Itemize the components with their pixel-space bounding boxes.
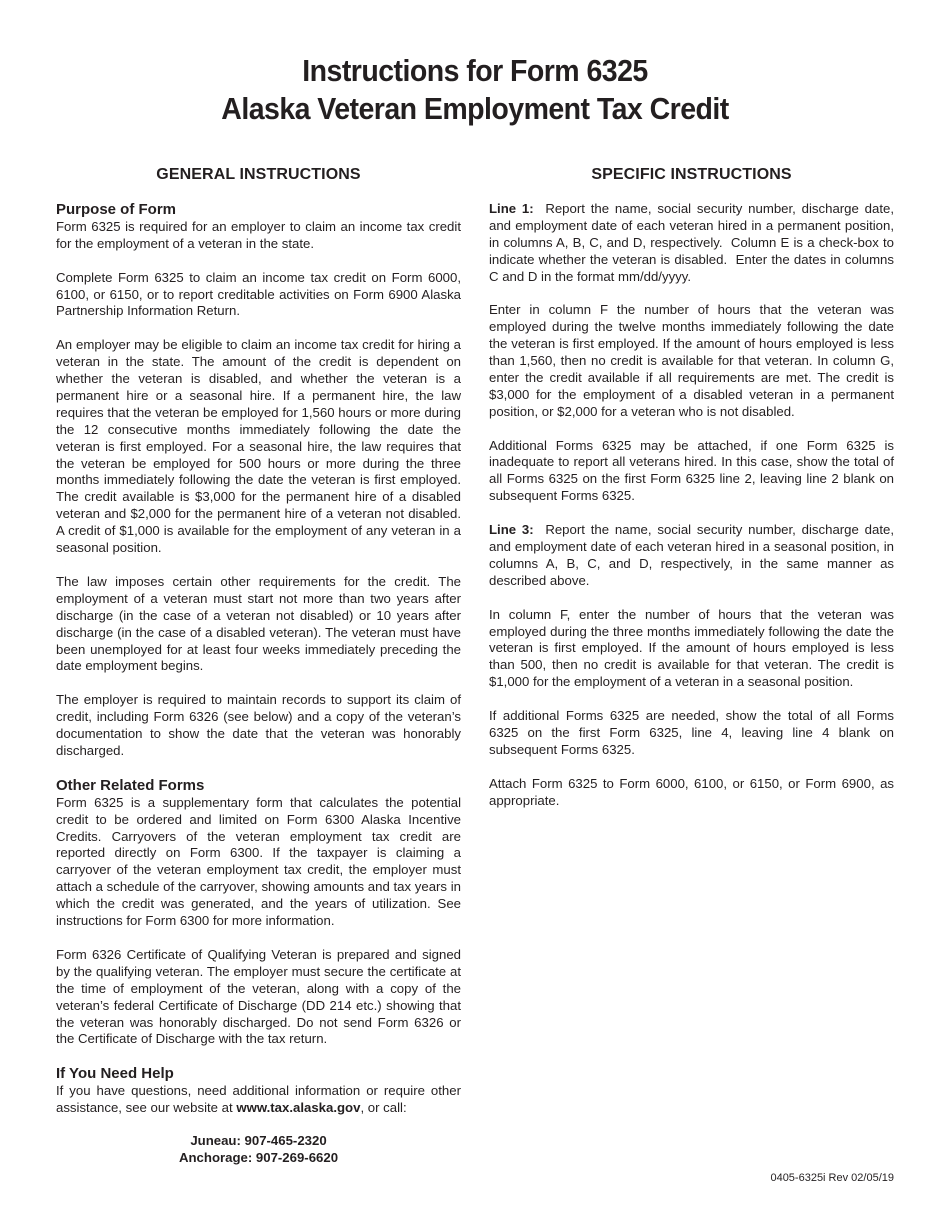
- website-link[interactable]: www.tax.alaska.gov: [236, 1100, 361, 1116]
- title-line-2: Alaska Veteran Employment Tax Credit: [221, 91, 729, 126]
- specific-paragraph-6: If additional Forms 6325 are needed, show the total of all Forms 6325 on the first Form 6325, line 4, leaving line 4 blank on subsequent Forms 6325.: [489, 708, 894, 757]
- specific-instructions-column: [489, 166, 898, 826]
- related-forms-paragraph-2: Form 6326 Certificate of Qualifying Veteran is prepared and signed by the qualifying veteran. The employer must secure the certificate at the time of employment of the veteran, along with a copy of the veteran’s federal Certificate of Discharge (DD 214 etc.) showing that the veteran was honorably discharged. Do not send Form 6326 or the Certificate of Discharge with the tax return.: [56, 946, 461, 1047]
- purpose-paragraph-2: Complete Form 6325 to claim an income tax credit on Form 6000, 6100, or 6150, or to report creditable activities on Form 6900 Alaska Partnership Information Return.: [56, 269, 461, 319]
- purpose-paragraph-1: Form 6325 is required for an employer to claim an income tax credit for the employment of a veteran in the state.: [56, 218, 461, 251]
- line-1-label: Line 1:: [489, 200, 534, 216]
- phone-anchorage: Anchorage: 907-269-6620: [178, 1149, 339, 1165]
- line-1-paragraph: [489, 200, 898, 286]
- page-title: [38, 52, 912, 128]
- help-heading: If You Need Help: [56, 1065, 174, 1083]
- specific-paragraph-7: Attach Form 6325 to Form 6000, 6100, or 6150, or Form 6900, as appropriate.: [489, 775, 894, 808]
- line-3-paragraph: [489, 522, 898, 590]
- phone-juneau: Juneau: 907-465-2320: [190, 1133, 327, 1149]
- related-forms-paragraph-1: Form 6325 is a supplementary form that calculates the potential credit to be ordered and limited on Form 6300 Alaska Incentive Credits. Carryovers of the veteran employment tax credit are reported directly on Form 6300. If the taxpayer is claiming a carryover of the veteran employment tax credit, the employer must attach a schedule of the carryover, showing amounts and tax years in which the credit was generated, and the years of utilization. See instructions for Form 6300 for more information.: [56, 794, 461, 929]
- line-1-text: Report the name, social security number, discharge date, and employment date of each veteran hired in a permanent position, in columns A, B, C, and D, respectively. Column E is a check-box to indicate whether the veteran is disabled. Enter the dates in columns C and D in the format mm/dd/yyyy.: [489, 200, 898, 284]
- phone-numbers: [56, 1133, 461, 1167]
- help-text-after: , or call:: [360, 1100, 407, 1116]
- specific-paragraph-2: Enter in column F the number of hours that the veteran was employed during the twelve months immediately following the date the veteran is first employed. If the amount of hours employed is less than 1,560, then no credit is available for that veteran. In column G, enter the credit available if all requirements are met. The credit is $3,000 for the employment of a disabled veteran in a permanent position, or $2,000 for a veteran who is not disabled.: [489, 302, 894, 419]
- general-instructions-heading: GENERAL INSTRUCTIONS: [156, 166, 361, 183]
- help-text-before: If you have questions, need additional information or require other assistance, see our website at: [56, 1083, 461, 1116]
- specific-paragraph-5: In column F, enter the number of hours that the veteran was employed during the three months immediately following the date the veteran is first employed. If the amount of hours employed is less than 500, then no credit is available for that veteran. The credit is $1,000 for the employment of a veteran in a seasonal position.: [489, 606, 894, 690]
- help-paragraph: [56, 1083, 461, 1117]
- title-line-1: Instructions for Form 6325: [302, 53, 648, 88]
- specific-instructions-heading: SPECIFIC INSTRUCTIONS: [591, 166, 792, 183]
- purpose-paragraph-3: An employer may be eligible to claim an income tax credit for hiring a veteran in the state. The amount of the credit is dependent on whether the veteran is disabled, and whether the veteran is a permanent hire or a seasonal hire. If a permanent hire, the law requires that the veteran be employed for 1,560 hours or more during the 12 consecutive months immediately following the date the veteran is first employed. For a seasonal hire, the law requires that the veteran be employed for 500 hours or more during the three months immediately following the date the veteran is first employed. The credit available is $3,000 for the permanent hire of a disabled veteran and $2,000 for the permanent hire of a veteran not disabled. A credit of $1,000 is available for the employment of any veteran in a seasonal position.: [56, 337, 461, 556]
- purpose-paragraph-4: The law imposes certain other requirements for the credit. The employment of a veteran must start not more than two years after discharge (in the case of a veteran not disabled) or 10 years after discharge (in the case of a disabled veteran). The veteran must have been unemployed for at least four weeks immediately preceding the date employment begins.: [56, 573, 461, 674]
- related-forms-heading: Other Related Forms: [56, 776, 205, 794]
- purpose-paragraph-5: The employer is required to maintain records to support its claim of credit, including Form 6326 (see below) and a copy of the veteran’s documentation to show the date that the veteran was honorably discharged.: [56, 692, 461, 758]
- form-number: 0405-6325i Rev 02/05/19: [770, 1172, 894, 1184]
- line-3-label: Line 3:: [489, 522, 534, 538]
- line-3-text: Report the name, social security number, discharge date, and employment date of each veteran hired in a seasonal position, in columns A, B, C, and D, respectively, in the same manner as described above.: [489, 522, 898, 588]
- specific-paragraph-3: Additional Forms 6325 may be attached, if one Form 6325 is inadequate to report all veterans hired. In this case, show the total of all Forms 6325 on the first Form 6325 line 2, leaving line 2 blank on subsequent Forms 6325.: [489, 437, 894, 504]
- purpose-heading: Purpose of Form: [56, 200, 177, 218]
- general-instructions-column: [56, 167, 461, 1167]
